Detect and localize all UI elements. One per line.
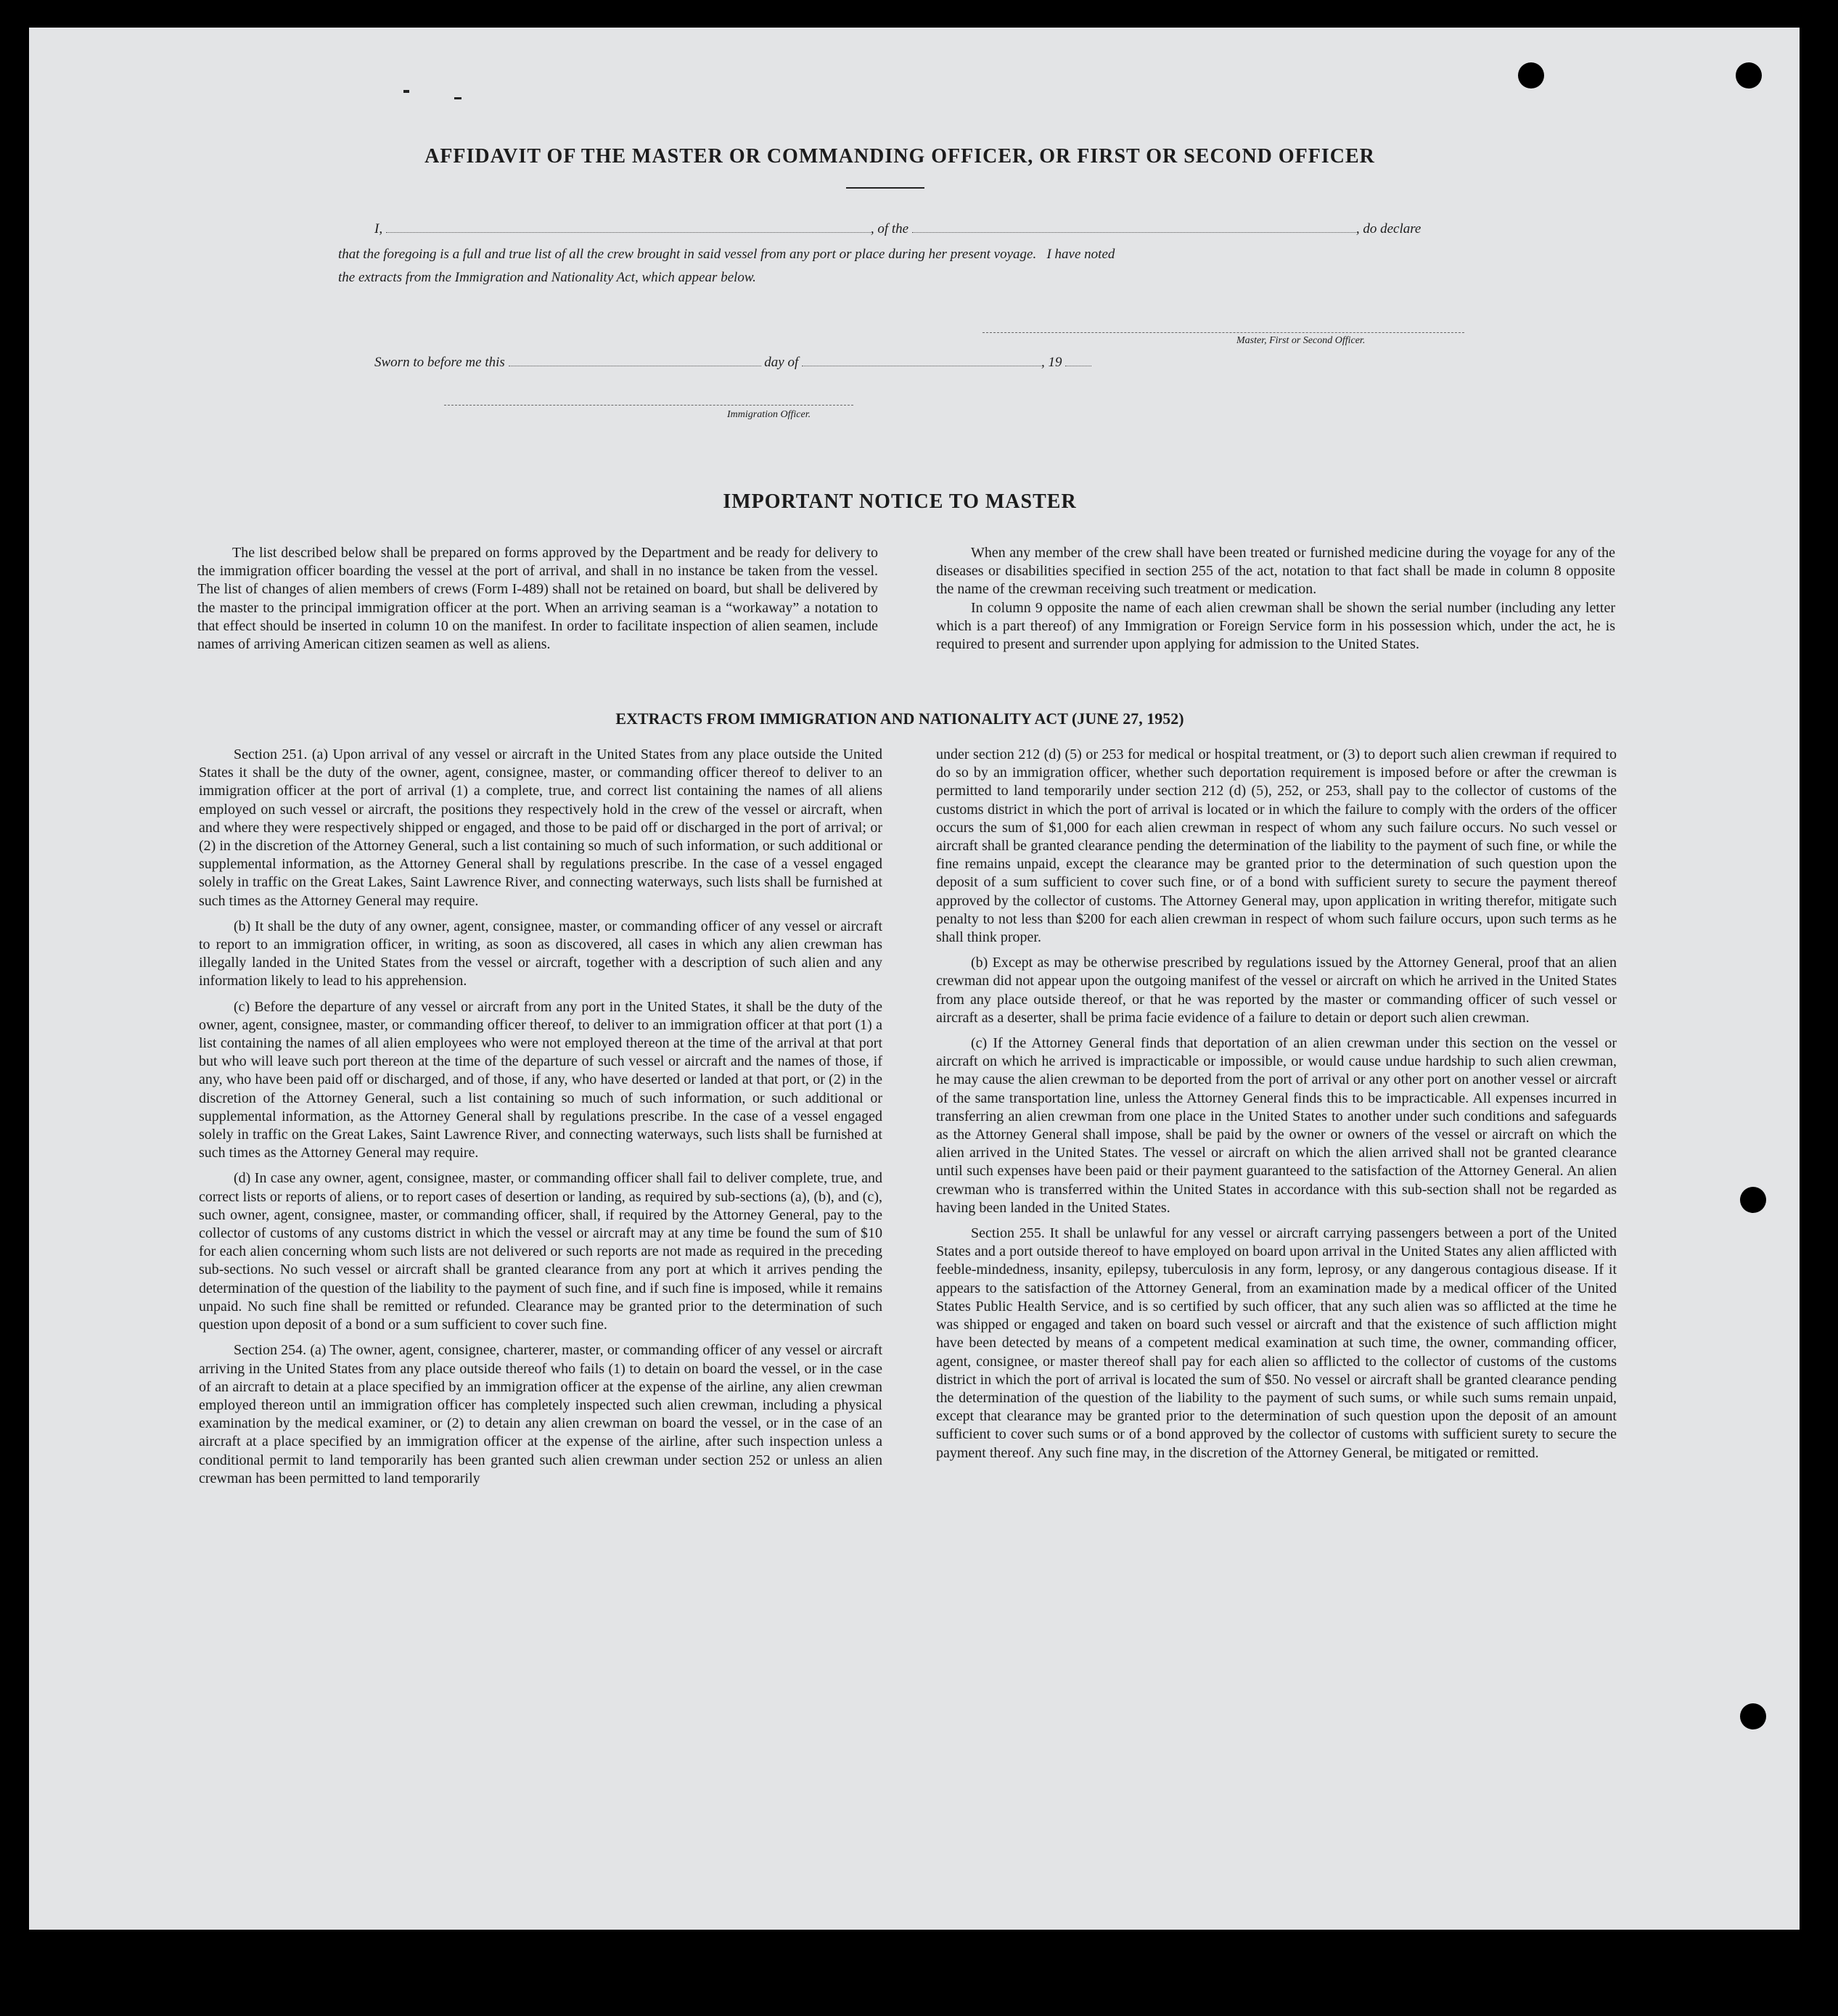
- section-254-b: (b) Except as may be otherwise prescribed by regulations issued by the Attorney General, proof that an alien crewman did not appear upon the outgoing manifest of the vessel or aircraft on which he arrived in the United States from any place outside thereof, or that he was reported by the master or commanding officer of such vessel or aircraft as a deserter, shall be prima facie evidence of a failure to detain or deport such alien crewman.: [936, 955, 1617, 1026]
- declaration-line-2: that the foregoing is a full and true list of all the crew brought in said vessel from any port or place during her present voyage. I have noted: [338, 247, 1115, 262]
- officer-caption: Immigration Officer.: [727, 409, 811, 420]
- section-251-a: Section 251. (a) Upon arrival of any vessel or aircraft in the United States from any place outside the United States it shall be the duty of the owner, agent, consignee, master, or commanding officer thereof to deliver to an immigration officer at the port of arrival (1) a complete, true, and correct list containing the names of all aliens employed on such vessel or aircraft, the positions they respectively hold in the crew of the vessel or aircraft, when and where they were respectively shipped or engaged, and those to be paid off or discharged in the port of arrival; or (2) in the discretion of the Attorney General, such a list containing so much of such information, or such additional or supplemental information, as the Attorney General shall by regulations prescribe. In the case of a vessel engaged solely in traffic on the Great Lakes, Saint Lawrence River, and connecting waterways, such lists shall be furnished at such times as the Attorney General may require.: [199, 746, 882, 909]
- sworn-year-field[interactable]: [1065, 354, 1091, 366]
- affidavit-title: AFFIDAVIT OF THE MASTER OR COMMANDING OFFICER, OR FIRST OR SECOND OFFICER: [424, 145, 1375, 168]
- punch-hole-bottom: [1740, 1703, 1766, 1729]
- punch-hole-middle: [1740, 1187, 1766, 1213]
- year-prefix: , 19: [1041, 355, 1062, 370]
- section-251-d: (d) In case any owner, agent, consignee, master, or commanding officer shall fail to deliver complete, true, and correct lists or reports of aliens, or to report cases of desertion or landing, as required by sub-sections (a), (b), and (c), such owner, agent, consignee, master, or commanding officer, shall, if required by the Attorney General, pay to the collector of customs of any customs district in which the vessel or aircraft may at any time be found the sum of $10 for each alien concerning whom such lists are not delivered or such reports are not made as required in the preceding sub-sections. No such vessel or aircraft shall be granted clearance from any port at which it arrives pending the determination of the question of the liability to the payment of such fine, and if such fine is imposed, while it remains unpaid. No such fine shall be remitted or refunded. Clearance may be granted prior to the determination of such question upon deposit of a bond or a sum sufficient to cover such fine.: [199, 1170, 882, 1333]
- title-underline: [846, 187, 924, 189]
- section-254-a-continued: under section 212 (d) (5) or 253 for medical or hospital treatment, or (3) to deport such alien crewman if required to do so by an immigration officer, whether such deportation requirement is imposed before or after the crewman is permitted to land temporarily under section 212 (d) (5), 252, or 253, shall pay to the collector of customs of the customs district in which the port of arrival is located or in which the failure to comply with the orders of the officer occurs the sum of $1,000 for each alien crewman in respect of whom any such failure occurs. No such vessel or aircraft shall be granted clearance pending the determination of the liability to the payment of such fine, or while the fine remains unpaid, except the clearance may be granted prior to the determination of such question upon the deposit of a sum sufficient to cover such fine, or of a bond with sufficient surety to secure the payment thereof approved by the collector of customs. The Attorney General may, upon application in writing therefor, mitigate such penalty to not less than $200 for each alien crewman in respect of whom such failure occurs, upon such terms as he shall think proper.: [936, 746, 1617, 946]
- officer-signature-line[interactable]: [444, 405, 853, 406]
- document-page: [29, 28, 1800, 1930]
- notice-right-paragraph-2: In column 9 opposite the name of each alien crewman shall be shown the serial number (including any letter which is a part thereof) of any Immigration or Foreign Service form in his possession which, under the act, he is required to present and surrender upon applying for admission to the United States.: [936, 599, 1615, 653]
- speck-mark: [454, 97, 461, 99]
- section-255: Section 255. It shall be unlawful for any vessel or aircraft carrying passengers between a port of the United States and a port outside thereof to have employed on board upon arrival in the United States any alien afflicted with feeble-mindedness, insanity, epilepsy, tuberculosis in any form, leprosy, or any dangerous contagious disease. If it appears to the satisfaction of the Attorney General, from an examination made by a medical officer of the United States Public Health Service, and is so certified by such officer, that any such alien was so afflicted at the time he was shipped or engaged and taken on board such vessel or aircraft and that the existence of such affliction might have been detected by means of a competent medical examination at such time, the owner, commanding officer, agent, consignee, or master thereof shall pay for each alien so afflicted to the collector of customs of the customs district in which the port of arrival is located the sum of $50. No vessel or aircraft shall be granted clearance pending the determination of the question of the liability to the payment of such sums, or while such sums remain unpaid, except that clearance may be granted prior to the determination of such question upon the deposit of an amount sufficient to cover such sums or of a bond approved by the collector of customs with sufficient surety to secure the payment thereof. Any such fine may, in the discretion of the Attorney General, be mitigated or remitted.: [936, 1225, 1617, 1461]
- master-caption: Master, First or Second Officer.: [1236, 335, 1366, 346]
- extracts-right-column: [936, 746, 1617, 1470]
- vessel-name-field[interactable]: [912, 221, 1356, 233]
- notice-title: IMPORTANT NOTICE TO MASTER: [723, 490, 1077, 513]
- sworn-month-field[interactable]: [802, 354, 1041, 366]
- speck-mark: [403, 90, 409, 93]
- extracts-left-column: [199, 746, 882, 1495]
- sworn-day-field[interactable]: [509, 354, 761, 366]
- declarant-name-field[interactable]: [386, 221, 871, 233]
- punch-hole-top-right: [1736, 62, 1762, 89]
- punch-hole-top-left: [1518, 62, 1544, 89]
- sworn-line: [374, 354, 1091, 371]
- notice-right-column: [936, 544, 1615, 661]
- master-signature-line[interactable]: [982, 332, 1464, 333]
- section-251-c: (c) Before the departure of any vessel or aircraft from any port in the United States, it shall be the duty of the owner, agent, consignee, master, or commanding officer thereof, to deliver to an immigration officer at that port (1) a list containing the names of all alien employees who were not employed thereon at the time of the arrival at that port but who will leave such port thereon at the time of the departure of such vessel or aircraft and the names of those, if any, who have been paid off or discharged, and of those, if any, who have deserted or landed at that port, or (2) in the discretion of the Attorney General, such a list containing so much of such information, or such additional or supplemental information, as the Attorney General shall by regulations prescribe. In the case of a vessel engaged solely in traffic on the Great Lakes, Saint Lawrence River, and connecting waterways, such lists shall be furnished at such times as the Attorney General may require.: [199, 998, 882, 1161]
- day-of-label: day of: [764, 355, 799, 370]
- declaration-line-3: the extracts from the Immigration and Nationality Act, which appear below.: [338, 270, 756, 285]
- extracts-title: EXTRACTS FROM IMMIGRATION AND NATIONALITY ACT (JUNE 27, 1952): [615, 709, 1184, 728]
- section-254-a: Section 254. (a) The owner, agent, consignee, charterer, master, or commanding officer of any vessel or aircraft arriving in the United States from any place outside thereof who fails (1) to detain on board the vessel, or in the case of an aircraft to detain at a place specified by an immigration officer at the expense of the airline, any alien crewman employed thereon until an immigration officer has completely inspected such alien crewman, including a physical examination by the medical examiner, or (2) to detain any alien crewman on board the vessel, or in the case of an aircraft at a place specified by an immigration officer at the expense of the airline, after such inspection unless a conditional permit to land temporarily has been granted such alien crewman under section 252 or unless an alien crewman has been permitted to land temporarily: [199, 1342, 882, 1486]
- declare-suffix: , do declare: [1355, 221, 1421, 236]
- declarant-prefix: I,: [374, 221, 383, 236]
- section-251-b: (b) It shall be the duty of any owner, agent, consignee, master, or commanding officer of any vessel or aircraft to report to an immigration officer, in writing, as soon as discovered, all cases in which any alien crewman has illegally landed in the United States from the vessel or aircraft, together with a description of such alien and any information likely to lead to his apprehension.: [199, 918, 882, 990]
- notice-left-paragraph: The list described below shall be prepared on forms approved by the Department and be ready for delivery to the immigration officer boarding the vessel at the port of arrival, and shall in no instance be taken from the vessel. The list of changes of alien members of crews (Form I-489) shall not be retained on board, but shall be delivered by the master to the principal immigration officer at the port. When an arriving seaman is a “workaway” a notation to that effect should be inserted in column 10 on the manifest. In order to facilitate inspection of alien seamen, include names of arriving American citizen seamen as well as aliens.: [197, 545, 878, 653]
- declaration-line-1: [374, 221, 1496, 237]
- vessel-prefix: , of the: [870, 221, 909, 236]
- sworn-prefix: Sworn to before me this: [374, 355, 505, 370]
- section-254-c: (c) If the Attorney General finds that deportation of an alien crewman under this section on the vessel or aircraft on which he arrived is impracticable or impossible, or would cause undue hardship to such alien crewman, he may cause the alien crewman to be deported from the port of arrival or any other port on another vessel or aircraft of the same transportation line, unless the Attorney General finds this to be impracticable. All expenses incurred in transferring an alien crewman from one place in the United States to another under such conditions and safeguards as the Attorney General shall impose, shall be paid by the owner or owners of the vessel or aircraft on which the alien arrived in the United States. The vessel or aircraft on which the alien arrived shall not be granted clearance until such expenses have been paid or their payment guaranteed to the satisfaction of the Attorney General. An alien crewman who is transferred within the United States in accordance with this sub-section shall not be regarded as having been landed in the United States.: [936, 1035, 1617, 1216]
- notice-right-paragraph-1: When any member of the crew shall have been treated or furnished medicine during the voyage for any of the diseases or disabilities specified in section 255 of the act, notation to that fact shall be made in column 8 opposite the name of the crewman receiving such treatment or medication.: [936, 545, 1615, 598]
- notice-left-column: [197, 544, 878, 661]
